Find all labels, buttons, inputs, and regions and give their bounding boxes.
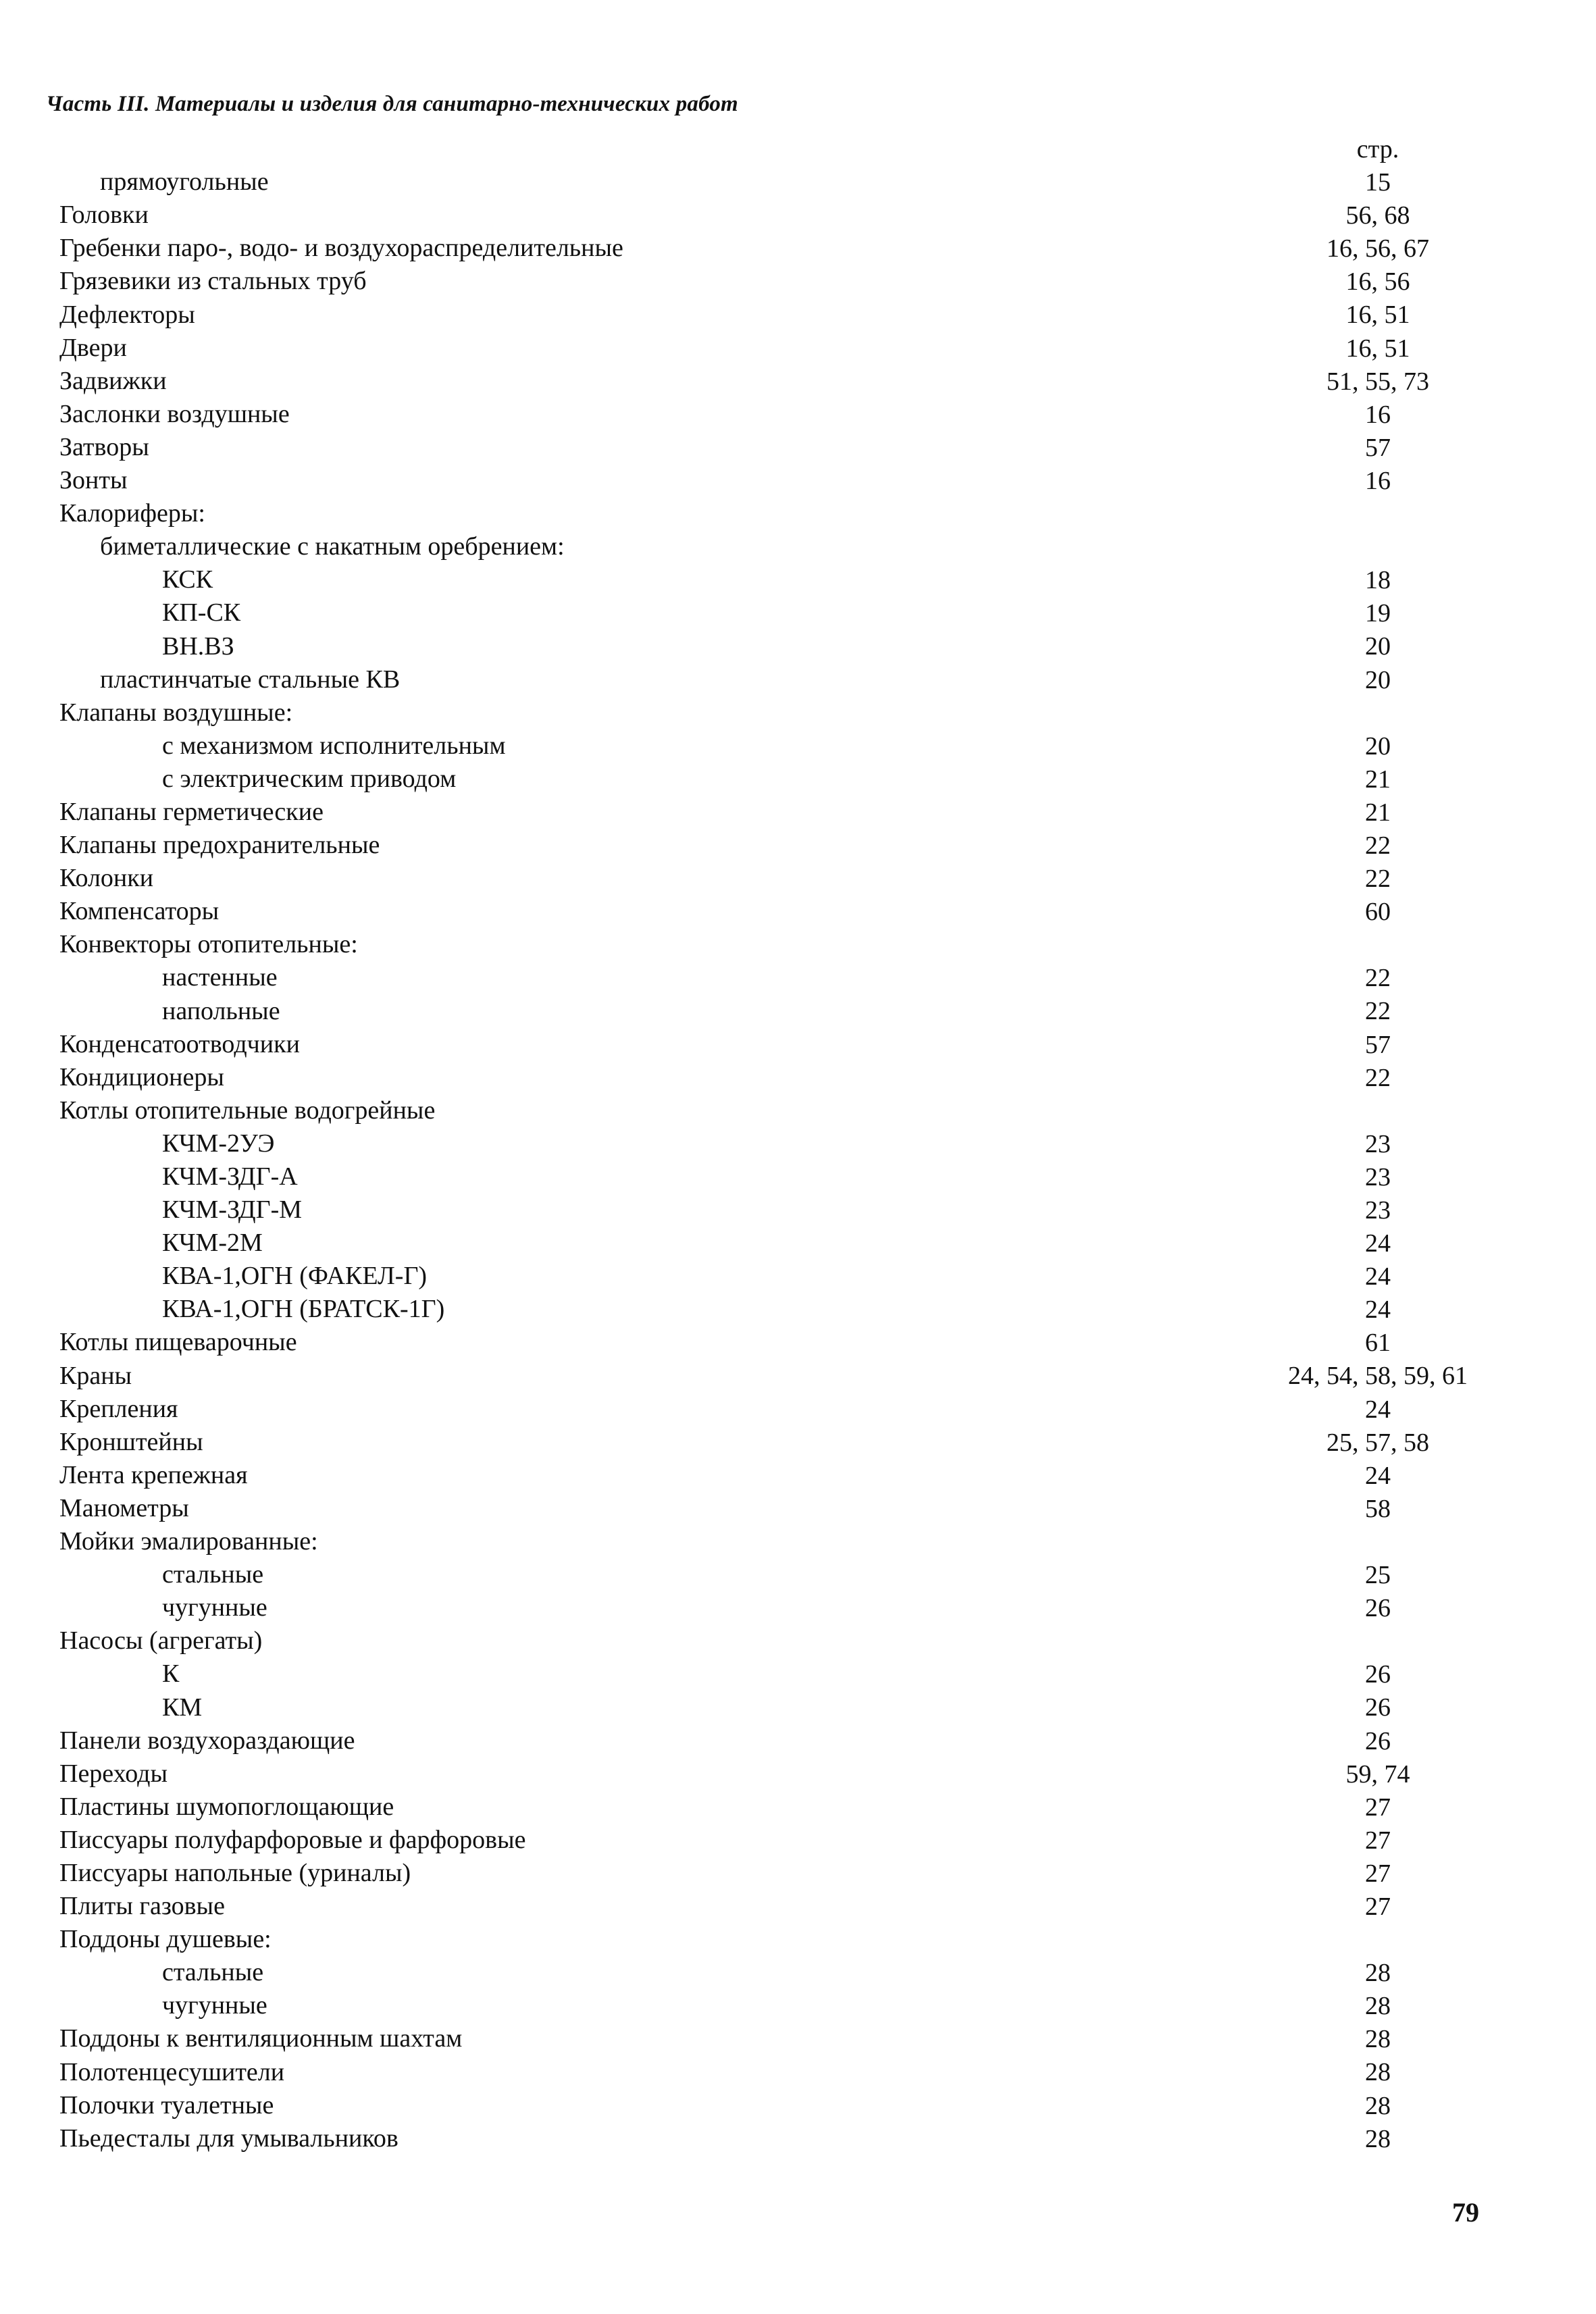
index-page-refs: 16, 56 (1345, 267, 1410, 297)
index-entry (0, 1094, 1596, 1127)
index-term: чугунные (162, 1593, 267, 1622)
index-page-refs: 26 (1365, 1660, 1391, 1689)
index-entry (0, 1757, 1596, 1791)
index-term: Гребенки паро-, водо- и воздухораспределительные (59, 234, 623, 263)
index-term: Поддоны к вентиляционным шахтам (59, 2024, 463, 2053)
index-page-refs: 57 (1365, 1030, 1391, 1059)
index-page-refs: 26 (1365, 1726, 1391, 1755)
index-page-refs: 28 (1365, 2025, 1391, 2054)
index-page-refs: 59, 74 (1345, 1759, 1410, 1789)
index-term: Задвижки (59, 366, 167, 395)
index-entry (0, 1426, 1596, 1459)
index-term: Пластины шумопоглощающие (59, 1792, 394, 1821)
index-term: Головки (59, 201, 149, 230)
index-term: Крепления (59, 1394, 178, 1423)
index-term: Клапаны герметические (59, 797, 324, 826)
index-entry (0, 1160, 1596, 1193)
page-number: 79 (1452, 2197, 1479, 2228)
index-term: Писсуары полуфарфоровые и фарфоровые (59, 1825, 526, 1854)
index-term: Полочки туалетные (59, 2090, 274, 2119)
index-page-refs: 24 (1365, 1262, 1391, 1291)
index-term: Поддоны душевые: (59, 1925, 272, 1954)
index-term: Двери (59, 333, 127, 362)
index-term: Грязевики из стальных труб (59, 267, 367, 296)
index-entry (0, 398, 1596, 431)
index-term: с механизмом исполнительным (162, 731, 506, 760)
index-page-refs: 22 (1365, 997, 1391, 1026)
index-entry (0, 365, 1596, 398)
index-term: Манометры (59, 1493, 189, 1522)
index-entry (0, 1824, 1596, 1857)
index-term: Мойки эмалированные: (59, 1527, 318, 1556)
index-entry (0, 2122, 1596, 2155)
index-term: Кондиционеры (59, 1062, 224, 1091)
index-entry (0, 961, 1596, 994)
index-entry (0, 2055, 1596, 2088)
index-page-refs: 24, 54, 58, 59, 61 (1288, 1362, 1468, 1391)
index-page-refs: 27 (1365, 1859, 1391, 1888)
index-term: с электрическим приводом (162, 764, 457, 793)
index-entry (0, 596, 1596, 629)
index-entry (0, 232, 1596, 265)
index-page-refs: 16, 51 (1345, 301, 1410, 330)
index-entry (0, 1923, 1596, 1956)
index-page-refs: 22 (1365, 964, 1391, 993)
index-term: напольные (162, 996, 280, 1025)
index-entry (0, 199, 1596, 232)
index-entry (0, 862, 1596, 895)
index-page-refs: 28 (1365, 2058, 1391, 2087)
index-entry (0, 1127, 1596, 1160)
index-term: пластинчатые стальные КВ (100, 665, 401, 694)
index-term: Кронштейны (59, 1427, 203, 1456)
index-page-refs: 51, 55, 73 (1327, 367, 1429, 396)
index-entry (0, 1393, 1596, 1426)
index-entry (0, 2089, 1596, 2122)
index-entry (0, 265, 1596, 298)
index-term: Конвекторы отопительные: (59, 930, 358, 959)
index-page-refs: 25, 57, 58 (1327, 1428, 1429, 1457)
index-entry (0, 1227, 1596, 1260)
index-entry (0, 1857, 1596, 1890)
index-term: Дефлекторы (59, 300, 195, 329)
index-entry (0, 763, 1596, 796)
index-page-refs: 18 (1365, 566, 1391, 595)
index-term: Заслонки воздушные (59, 399, 290, 428)
index-entry (0, 298, 1596, 331)
index-page-refs: 25 (1365, 1561, 1391, 1590)
index-entry (0, 829, 1596, 862)
index-entry (0, 663, 1596, 696)
index-term: Панели воздухораздающие (59, 1726, 355, 1755)
index-page-refs: 26 (1365, 1594, 1391, 1623)
index-term: КЧМ-ЗДГ-А (162, 1162, 298, 1191)
index-term: Клапаны предохранительные (59, 831, 380, 860)
index-entry (0, 629, 1596, 663)
index-page-refs: 27 (1365, 1793, 1391, 1822)
index-term: Котлы пищеварочные (59, 1328, 297, 1357)
index-page-refs: 23 (1365, 1196, 1391, 1225)
index-entry (0, 1791, 1596, 1824)
index-page-refs: 16 (1365, 466, 1391, 495)
index-entry (0, 729, 1596, 763)
index-page-refs: 28 (1365, 2124, 1391, 2153)
index-term: КМ (162, 1693, 203, 1722)
index-entry (0, 431, 1596, 464)
index-entry (0, 895, 1596, 928)
index-entry (0, 563, 1596, 596)
index-page-refs: 19 (1365, 599, 1391, 628)
index-entry (0, 994, 1596, 1027)
index-page-refs: 27 (1365, 1892, 1391, 1921)
index-term: стальные (162, 1560, 264, 1589)
index-page-refs: стр. (1356, 135, 1399, 163)
index-entry (0, 2022, 1596, 2055)
index-term: Затворы (59, 432, 149, 461)
index-entry (0, 1558, 1596, 1591)
index-entry (0, 1624, 1596, 1657)
index-term: стальные (162, 1958, 264, 1987)
index-page-refs: 22 (1365, 831, 1391, 860)
index-entry (0, 1326, 1596, 1359)
running-header: Часть III. Материалы и изделия для санитарно-технических работ (46, 92, 738, 116)
index-entry (0, 1293, 1596, 1326)
index-page-refs: 16 (1365, 400, 1391, 429)
index-page-refs: 57 (1365, 433, 1391, 462)
index-entry (0, 497, 1596, 530)
index-entry (0, 1525, 1596, 1558)
index-entry (0, 1492, 1596, 1525)
index-entry (0, 796, 1596, 829)
index-page-refs: 22 (1365, 865, 1391, 894)
index-term: Пьедесталы для умывальников (59, 2124, 398, 2153)
index-entry (0, 332, 1596, 365)
index-term: КВА-1,ОГН (БРАТСК-1Г) (162, 1295, 445, 1324)
index-term: настенные (162, 963, 278, 992)
index-page-refs: 60 (1365, 898, 1391, 927)
index-entry (0, 1459, 1596, 1492)
index-term: Калориферы: (59, 499, 205, 528)
index-page-refs: 58 (1365, 1494, 1391, 1523)
index-entry (0, 1591, 1596, 1624)
index-page-refs: 24 (1365, 1461, 1391, 1490)
index-entry (0, 132, 1596, 165)
index-term: чугунные (162, 1991, 267, 2020)
index-term: КСК (162, 565, 213, 594)
index-page-refs: 24 (1365, 1395, 1391, 1424)
index-term: ВН.ВЗ (162, 632, 234, 661)
index-term: Краны (59, 1361, 132, 1390)
index-page-refs: 28 (1365, 2091, 1391, 2120)
index-page-refs: 20 (1365, 665, 1391, 694)
index-term: Колонки (59, 864, 154, 893)
index-entry (0, 928, 1596, 961)
index-page-refs: 24 (1365, 1295, 1391, 1325)
index-page-refs: 28 (1365, 1992, 1391, 2021)
index-page-refs: 16, 56, 67 (1327, 234, 1429, 263)
subject-index (0, 132, 1596, 2155)
index-entry (0, 1260, 1596, 1293)
index-entry (0, 696, 1596, 729)
index-entry (0, 1359, 1596, 1392)
index-page-refs: 28 (1365, 1959, 1391, 1988)
index-entry (0, 530, 1596, 563)
index-term: Компенсаторы (59, 897, 220, 926)
index-entry (0, 1890, 1596, 1923)
index-page-refs: 22 (1365, 1063, 1391, 1092)
index-term: Насосы (агрегаты) (59, 1626, 263, 1655)
index-term: КП-СК (162, 598, 241, 627)
index-page-refs: 21 (1365, 765, 1391, 794)
index-page-refs: 61 (1365, 1329, 1391, 1358)
index-entry (0, 1061, 1596, 1094)
index-entry (0, 1724, 1596, 1757)
index-term: Полотенцесушители (59, 2057, 285, 2086)
index-entry (0, 1989, 1596, 2022)
index-page-refs: 15 (1365, 168, 1391, 197)
index-entry (0, 1193, 1596, 1227)
index-entry (0, 1691, 1596, 1724)
index-term: Переходы (59, 1759, 168, 1788)
index-term: КЧМ-2М (162, 1229, 263, 1258)
index-term: Писсуары напольные (уриналы) (59, 1858, 411, 1887)
index-term: биметаллические с накатным оребрением: (100, 532, 565, 561)
index-term: КЧМ-2УЭ (162, 1129, 275, 1158)
index-term: Клапаны воздушные: (59, 698, 293, 727)
index-entry (0, 464, 1596, 497)
index-term: Конденсатоотводчики (59, 1029, 300, 1058)
index-page-refs: 27 (1365, 1826, 1391, 1855)
index-term: К (162, 1660, 180, 1689)
index-page-refs: 23 (1365, 1129, 1391, 1158)
index-page-refs: 56, 68 (1345, 201, 1410, 230)
index-page-refs: 20 (1365, 731, 1391, 761)
index-term: Лента крепежная (59, 1460, 248, 1489)
index-entry (0, 165, 1596, 199)
index-term: Плиты газовые (59, 1892, 225, 1921)
index-entry (0, 1028, 1596, 1061)
index-page-refs: 16, 51 (1345, 334, 1410, 363)
index-term: прямоугольные (100, 168, 269, 197)
index-entry (0, 1657, 1596, 1691)
index-page-refs: 20 (1365, 632, 1391, 661)
index-term: Котлы отопительные водогрейные (59, 1096, 436, 1125)
index-term: КЧМ-ЗДГ-М (162, 1195, 303, 1225)
index-page-refs: 23 (1365, 1162, 1391, 1191)
index-entry (0, 1956, 1596, 1989)
index-page-refs: 24 (1365, 1229, 1391, 1258)
index-term: КВА-1,ОГН (ФАКЕЛ-Г) (162, 1262, 428, 1291)
index-page-refs: 21 (1365, 798, 1391, 827)
index-term: Зонты (59, 466, 128, 495)
index-page-refs: 26 (1365, 1693, 1391, 1722)
